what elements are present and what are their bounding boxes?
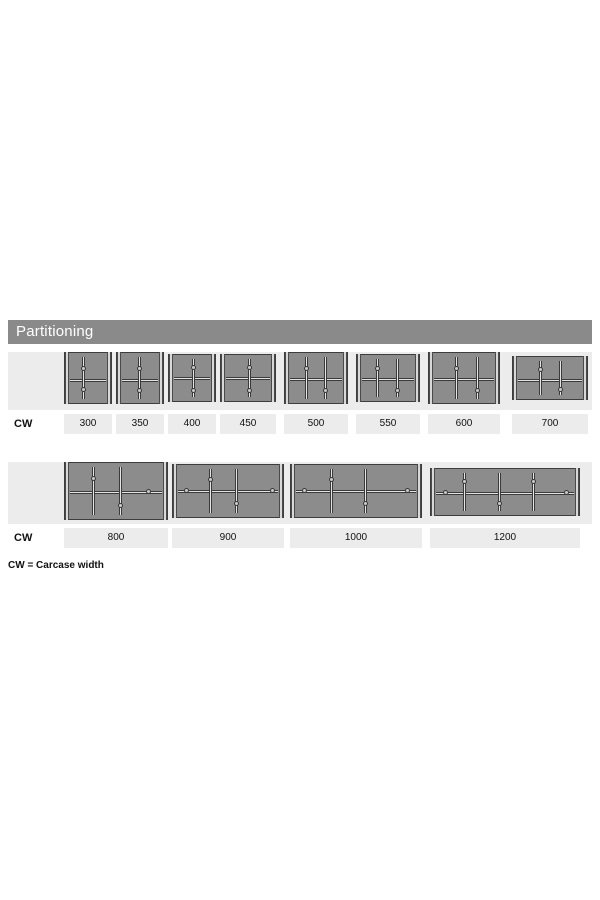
vertical-divider bbox=[92, 467, 95, 515]
side-rail-left bbox=[291, 464, 295, 518]
side-rail-right bbox=[583, 356, 587, 400]
horizontal-divider bbox=[178, 490, 278, 493]
side-rail-left bbox=[429, 352, 433, 404]
carcase-outline bbox=[64, 352, 112, 404]
connector-node bbox=[247, 388, 252, 393]
partition-drawing bbox=[284, 352, 348, 404]
connector-node bbox=[462, 479, 467, 484]
connector-node bbox=[304, 366, 309, 371]
side-rail-left bbox=[357, 354, 361, 402]
connector-node bbox=[405, 488, 410, 493]
connector-node bbox=[375, 366, 380, 371]
connector-node bbox=[538, 367, 543, 372]
horizontal-divider bbox=[436, 492, 574, 495]
side-rail-left bbox=[221, 354, 225, 402]
connector-node bbox=[81, 387, 86, 392]
side-rail-left bbox=[65, 462, 69, 520]
connector-node bbox=[323, 388, 328, 393]
vertical-divider bbox=[209, 469, 212, 513]
carcase-width-label: 700 bbox=[512, 414, 588, 434]
connector-node bbox=[81, 366, 86, 371]
horizontal-divider bbox=[362, 378, 414, 381]
connector-node bbox=[91, 476, 96, 481]
side-rail-right bbox=[343, 352, 347, 404]
side-rail-right bbox=[163, 462, 167, 520]
carcase-width-label: 800 bbox=[64, 528, 168, 548]
partitioning-row-2 bbox=[8, 462, 592, 554]
side-rail-right bbox=[279, 464, 283, 518]
carcase-outline bbox=[512, 356, 588, 400]
connector-node bbox=[137, 388, 142, 393]
side-rail-right bbox=[417, 464, 421, 518]
side-rail-left bbox=[169, 354, 173, 402]
connector-node bbox=[270, 488, 275, 493]
vertical-divider bbox=[330, 469, 333, 513]
horizontal-divider bbox=[290, 378, 342, 381]
partition-drawing bbox=[430, 468, 580, 516]
connector-node bbox=[191, 365, 196, 370]
carcase-width-label: 350 bbox=[116, 414, 164, 434]
connector-node bbox=[475, 388, 480, 393]
side-rail-right bbox=[415, 354, 419, 402]
vertical-divider bbox=[455, 357, 458, 399]
vertical-divider bbox=[364, 469, 367, 513]
side-rail-right bbox=[107, 352, 111, 404]
row-2-cw-label: CW bbox=[14, 532, 33, 544]
carcase-width-label: 300 bbox=[64, 414, 112, 434]
partition-drawing bbox=[356, 354, 420, 402]
connector-node bbox=[564, 490, 569, 495]
side-rail-left bbox=[513, 356, 517, 400]
carcase-width-label: 500 bbox=[284, 414, 348, 434]
side-rail-left bbox=[285, 352, 289, 404]
connector-node bbox=[302, 488, 307, 493]
connector-node bbox=[329, 477, 334, 482]
page-title: Partitioning bbox=[16, 323, 94, 340]
carcase-width-label: 1000 bbox=[290, 528, 422, 548]
partition-drawing bbox=[220, 354, 276, 402]
carcase-width-label: 450 bbox=[220, 414, 276, 434]
horizontal-divider bbox=[296, 490, 416, 493]
connector-node bbox=[531, 479, 536, 484]
partition-drawing bbox=[290, 464, 422, 518]
horizontal-divider bbox=[70, 379, 106, 382]
connector-node bbox=[443, 490, 448, 495]
side-rail-left bbox=[431, 468, 435, 516]
carcase-width-label: 900 bbox=[172, 528, 284, 548]
footnote: CW = Carcase width bbox=[8, 560, 104, 571]
partition-drawing bbox=[428, 352, 500, 404]
connector-node bbox=[118, 503, 123, 508]
side-rail-right bbox=[211, 354, 215, 402]
row-1-cw-label: CW bbox=[14, 418, 33, 430]
carcase-width-label: 550 bbox=[356, 414, 420, 434]
partition-drawing bbox=[64, 462, 168, 520]
horizontal-divider bbox=[434, 378, 494, 381]
side-rail-right bbox=[495, 352, 499, 404]
partition-drawing bbox=[168, 354, 216, 402]
connector-node bbox=[454, 366, 459, 371]
side-rail-right bbox=[159, 352, 163, 404]
vertical-divider bbox=[235, 469, 238, 513]
side-rail-right bbox=[271, 354, 275, 402]
carcase-width-label: 400 bbox=[168, 414, 216, 434]
row-1-labels bbox=[8, 414, 592, 434]
partition-drawing bbox=[512, 356, 588, 400]
vertical-divider bbox=[305, 357, 308, 399]
vertical-divider bbox=[82, 357, 85, 399]
section-title-bar bbox=[8, 320, 592, 344]
connector-node bbox=[558, 387, 563, 392]
connector-node bbox=[234, 501, 239, 506]
connector-node bbox=[395, 388, 400, 393]
connector-node bbox=[146, 489, 151, 494]
connector-node bbox=[247, 365, 252, 370]
partitioning-row-1 bbox=[8, 352, 592, 454]
side-rail-left bbox=[173, 464, 177, 518]
partition-drawing bbox=[116, 352, 164, 404]
vertical-divider bbox=[376, 359, 379, 397]
connector-node bbox=[184, 488, 189, 493]
connector-node bbox=[363, 501, 368, 506]
carcase-width-label: 1200 bbox=[430, 528, 580, 548]
partition-drawing bbox=[172, 464, 284, 518]
horizontal-divider bbox=[518, 379, 582, 382]
side-rail-left bbox=[117, 352, 121, 404]
carcase-width-label: 600 bbox=[428, 414, 500, 434]
connector-node bbox=[191, 388, 196, 393]
side-rail-left bbox=[65, 352, 69, 404]
connector-node bbox=[137, 366, 142, 371]
connector-node bbox=[208, 477, 213, 482]
connector-node bbox=[497, 501, 502, 506]
side-rail-right bbox=[575, 468, 579, 516]
row-2-labels bbox=[8, 528, 592, 548]
partition-drawing bbox=[64, 352, 112, 404]
